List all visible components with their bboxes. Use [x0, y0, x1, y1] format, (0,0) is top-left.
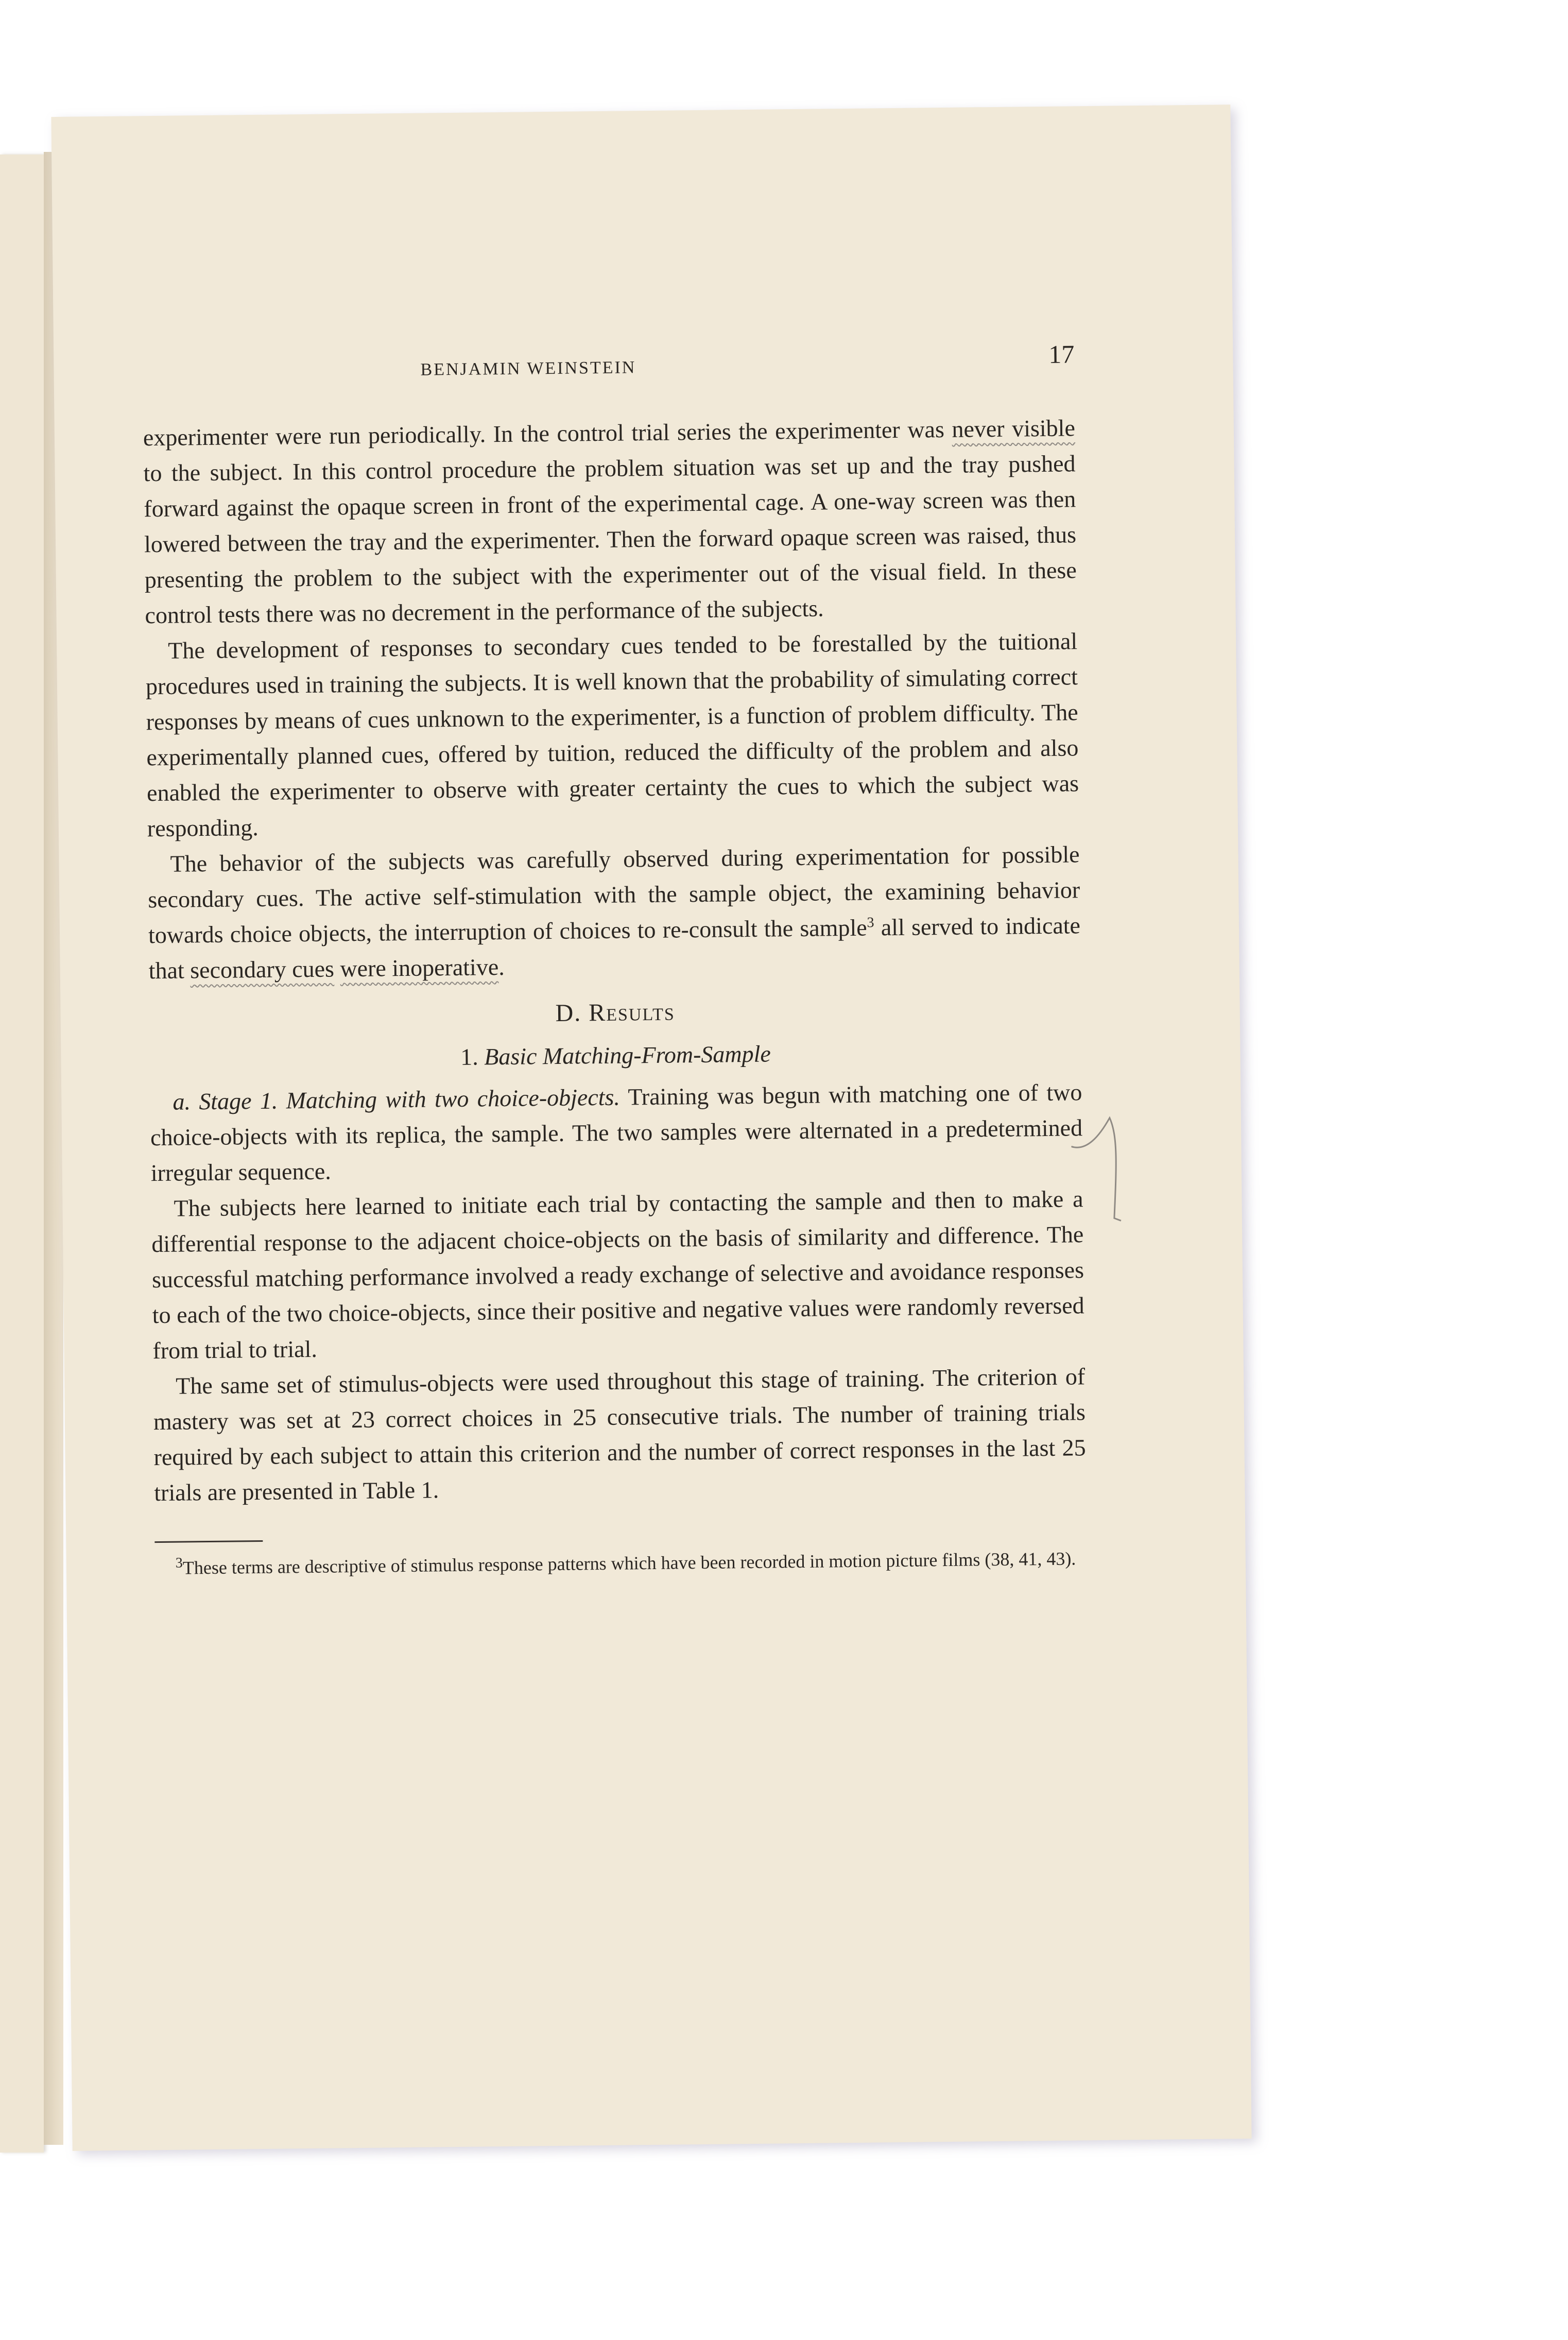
- text-run: Training was begun with matching one of two choice-objects with its replica, the sample. The two samples were alternated in a predetermined irregular sequence.: [150, 1079, 1083, 1186]
- text-run: all served to indicate that: [148, 912, 1081, 984]
- document-page: [51, 105, 1251, 2151]
- pencil-underlined-text: secondary cues: [189, 955, 335, 984]
- paragraph-label: a. Stage 1. Matching with two choice-objects.: [173, 1083, 621, 1115]
- paragraph-stage-1: [150, 1074, 1083, 1191]
- facing-page-edge: [0, 154, 44, 2153]
- pencil-underlined-text: never visible: [952, 415, 1076, 442]
- section-heading: D. Results: [555, 998, 676, 1027]
- footnote-rule: [154, 1540, 263, 1543]
- running-head: [142, 339, 1075, 389]
- pencil-margin-mark: [1071, 1115, 1129, 1224]
- paragraph-criterion: The same set of stimulus-objects were used throughout this stage of training. The criterion of mastery was set at 23 correct choices in 25 consecutive trials. The number of training trials required by each subject to attain this criterion and the number of correct responses in the last 25 trials are presented in Table 1.: [153, 1363, 1086, 1506]
- text-run: to the subject. In this control procedure the problem situation was set up and the tray pushed forward against the opaque screen in front of the experimental cage. A one-way screen was then lowered between the tray and the experimenter. Then the forward opaque screen was raised, thus presenting the problem to the subject with the experimenter out of the visual field. In these control tests there was no decrement in the performance of the subjects.: [143, 450, 1077, 629]
- text-run: The behavior of the subjects was carefully observed during experimentation for possible secondary cues. The active self-stimulation with the sample object, the examining behavior towards choice objects, the interruption of choices to re-consult the sample: [148, 841, 1080, 949]
- paragraph-control-trials: [143, 410, 1077, 633]
- text-run: .: [498, 953, 505, 980]
- subsection-number: 1.: [460, 1043, 479, 1070]
- footnote-text: These terms are descriptive of stimulus response patterns which have been recorded in motion picture films (38, 41, 43).: [182, 1548, 1076, 1578]
- pencil-underlined-text: were inoperative: [340, 954, 499, 982]
- text-run: experimenter were run periodically. In the control trial series the experimenter was: [143, 416, 952, 451]
- paragraph-secondary-cues: The development of responses to secondary cues tended to be forestalled by the tuitional procedures used in training the subjects. It is well known that the probability of simulating correct responses by means of cues unknown to the experimenter, is a function of problem difficulty. The experimentally planned cues, offered by tuition, reduced the difficulty of the problem and also enabled the experimenter to observe with greater certainty the cues to which the subject was responding.: [145, 628, 1079, 842]
- footnote-marker: 3: [175, 1555, 183, 1571]
- page-number: 17: [1048, 339, 1075, 369]
- body-text: [143, 410, 1088, 1581]
- subsection-heading: [149, 1033, 1082, 1078]
- running-head-author: BENJAMIN WEINSTEIN: [420, 358, 636, 380]
- paragraph-subjects-learned: The subjects here learned to initiate each trial by contacting the sample and then to make a differential response to the adjacent choice-objects on the basis of similarity and difference. The successful matching performance involved a ready exchange of selective and avoidance responses to each of the two choice-objects, since their positive and negative values were randomly reversed from trial to trial.: [151, 1185, 1084, 1364]
- footnote: [155, 1545, 1087, 1581]
- paragraph-behavior: [147, 836, 1081, 988]
- subsection-title: Basic Matching-From-Sample: [484, 1040, 771, 1070]
- footnote-ref: 3: [867, 915, 874, 931]
